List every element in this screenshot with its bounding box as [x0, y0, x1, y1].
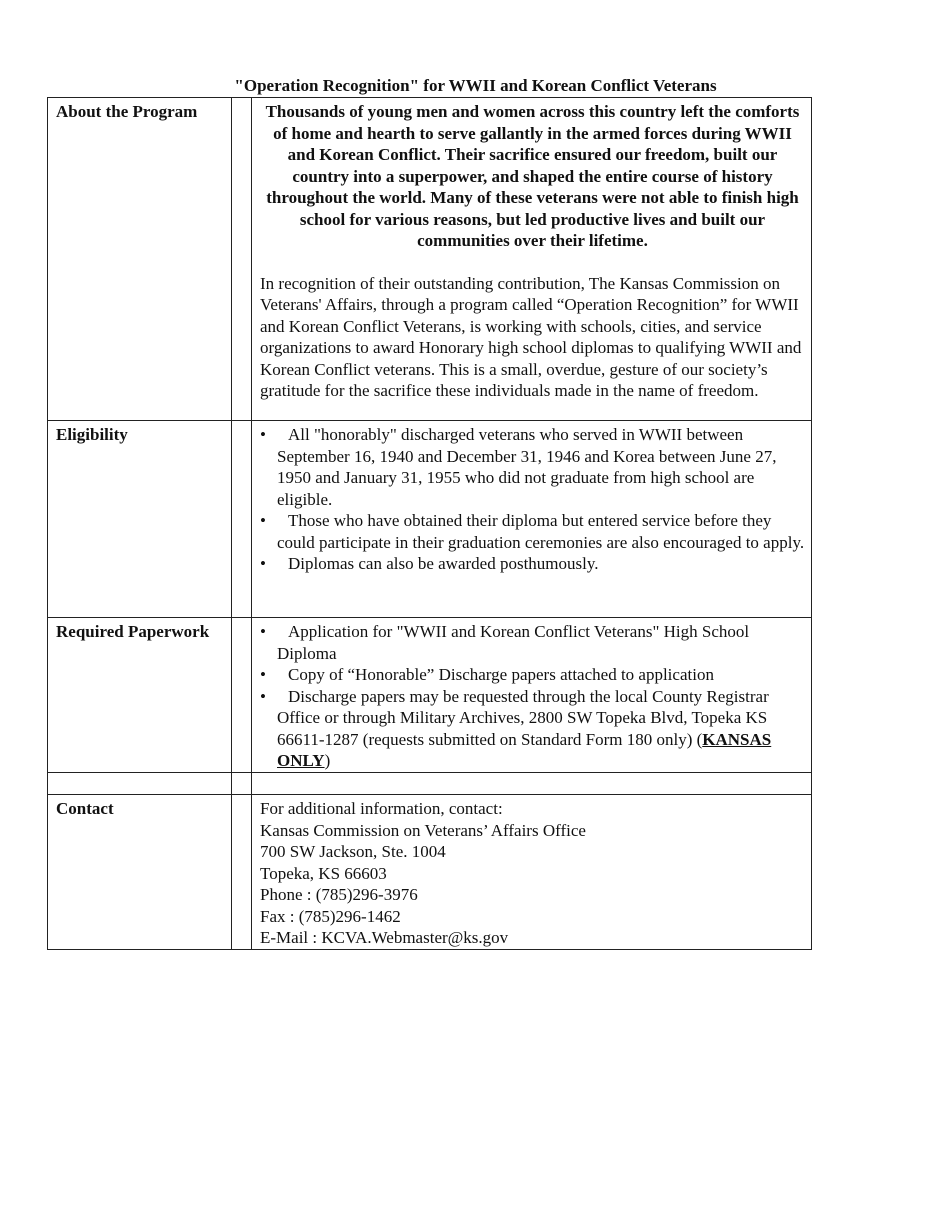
- paperwork-content: [252, 618, 812, 773]
- spacer-cell: [232, 421, 252, 618]
- page-title: "Operation Recognition" for WWII and Korean Conflict Veterans: [234, 76, 717, 95]
- list-item: • Copy of “Honorable” Discharge papers attached to application: [260, 664, 805, 686]
- contact-address: 700 SW Jackson, Ste. 1004: [260, 842, 446, 861]
- list-item: • All "honorably" discharged veterans who served in WWII between September 16, 1940 and December 31, 1946 and Korea between June 27, 1950 and January 31, 1955 who did not graduate from high school are eligible.: [260, 424, 805, 510]
- program-table: [47, 97, 812, 950]
- contact-email: E-Mail : KCVA.Webmaster@ks.gov: [260, 928, 509, 947]
- spacer-cell: [232, 618, 252, 773]
- empty-row: [48, 773, 812, 795]
- eligibility-content: [252, 421, 812, 618]
- paperwork-row: [48, 618, 812, 773]
- contact-office: Kansas Commission on Veterans’ Affairs Office: [260, 820, 586, 840]
- eligibility-label: Eligibility: [48, 421, 232, 618]
- eligibility-list: [260, 424, 805, 575]
- kansas-only-emphasis: KANSAS ONLY: [277, 729, 772, 770]
- about-content: [252, 98, 812, 421]
- about-intro: Thousands of young men and women across this country left the comforts of home and hearth to serve gallantly in the armed forces during WWII and Korean Conflict. Their sacrifice ensured our freedom, built our country into a superpower, and shaped the entire course of history throughout the world. Many of these veterans were not able to finish high school for various reasons, but led productive lives and built our communities over their lifetime.: [265, 102, 800, 250]
- about-row: [48, 98, 812, 421]
- list-item: • Diplomas can also be awarded posthumously.: [260, 553, 805, 575]
- spacer-cell: [232, 795, 252, 950]
- contact-fax: Fax : (785)296-1462: [260, 906, 401, 926]
- contact-city: Topeka, KS 66603: [260, 863, 387, 883]
- list-item: • Discharge papers may be requested through the local County Registrar Office or through Military Archives, 2800 SW Topeka Blvd, Topeka KS 66611-1287 (requests submitted on Standard Form 180 only) (KANSAS ONLY): [260, 686, 805, 772]
- contact-row: [48, 795, 812, 950]
- spacer-cell: [232, 98, 252, 421]
- contact-label: Contact: [48, 795, 232, 950]
- list-item: • Those who have obtained their diploma but entered service before they could participate in their graduation ceremonies are also encouraged to apply.: [260, 510, 805, 553]
- contact-content: [252, 795, 812, 950]
- eligibility-row: [48, 421, 812, 618]
- contact-phone: Phone : (785)296-3976: [260, 885, 418, 904]
- list-item: • Application for "WWII and Korean Conflict Veterans" High School Diploma: [260, 621, 805, 664]
- about-body: In recognition of their outstanding contribution, The Kansas Commission on Veterans' Affairs, through a program called “Operation Recognition” for WWII and Korean Conflict Veterans, is working with schools, cities, and service organizations to award Honorary high school diplomas to qualifying WWII and Korean Conflict veterans. This is a small, overdue, gesture of our society’s gratitude for the sacrifice these individuals made in the name of freedom.: [260, 273, 802, 400]
- contact-line: For additional information, contact:: [260, 799, 503, 818]
- paperwork-label: Required Paperwork: [48, 618, 232, 773]
- paperwork-list: [260, 621, 805, 772]
- about-label: About the Program: [48, 98, 232, 421]
